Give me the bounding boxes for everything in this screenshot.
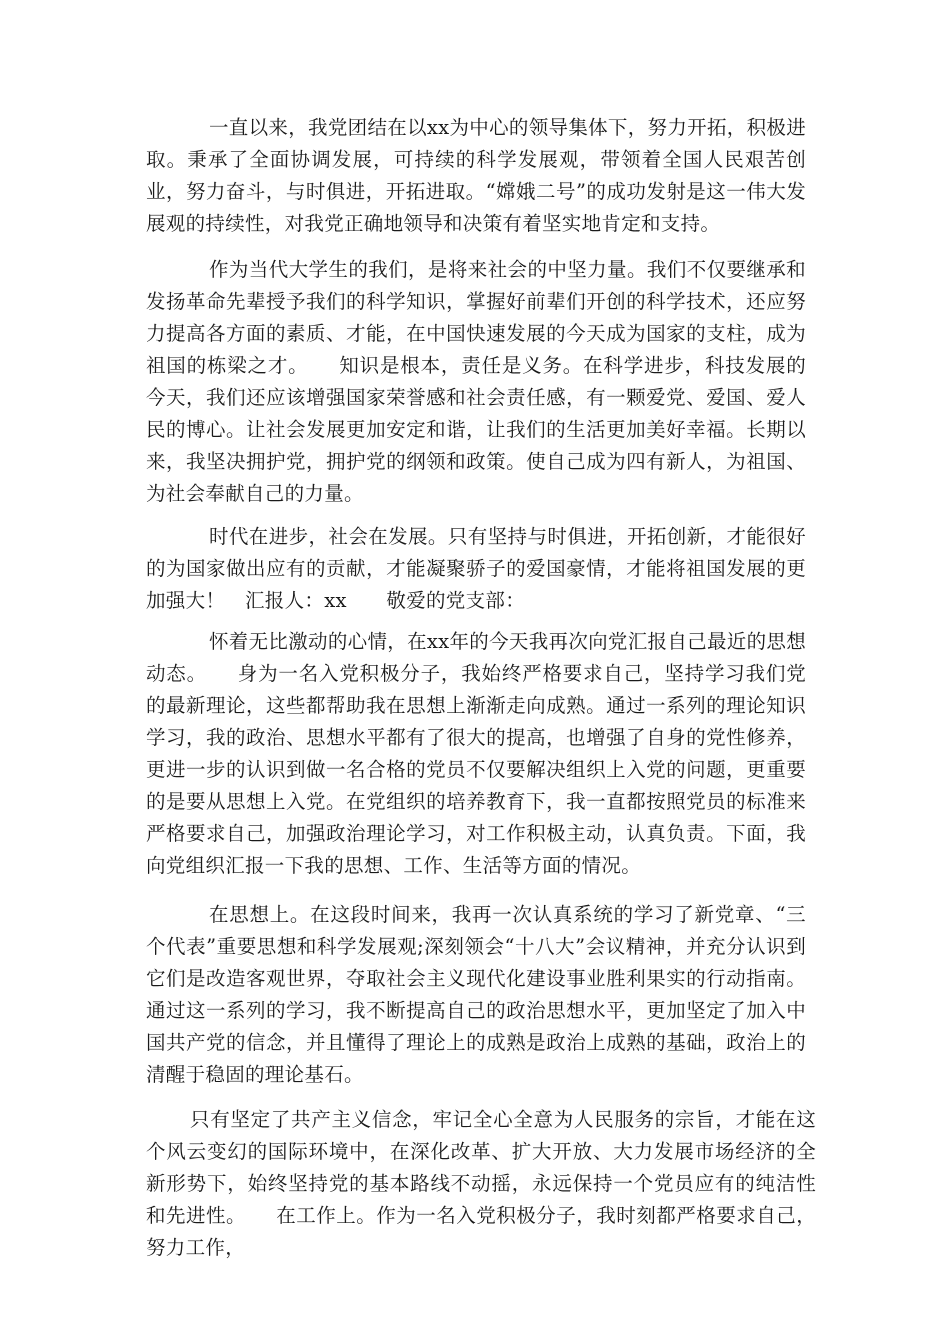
paragraph-party-leadership: 一直以来，我党团结在以xx为中心的领导集体下，努力开拓，积极进取。秉承了全面协调发展，可持续的科学发展观，带领着全国人民艰苦创业，努力奋斗，与时俱进，开拓进取。“嫦娥二号”的成功发射是这一伟大发展观的持续性，对我党正确地领导和决策有着坚实地肯定和支持。 [146,116,806,235]
paragraph-college-students: 作为当代大学生的我们，是将来社会的中坚力量。我们不仅要继承和发扬革命先辈授予我们的科学知识，掌握好前辈们开创的科学技术，还应努力提高各方面的素质、才能，在中国快速发展的今天成为国家的支柱，成为祖国的栋梁之才。 知识是根本，责任是义务。在科学进步，科技发展的今天，我们还应该增强国家荣誉感和社会责任感，有一颗爱党、爱国、爱人民的博心。让社会发展更加安定和谐，让我们的生活更加美好幸福。长期以来，我坚决拥护党，拥护党的纲领和政策。使自己成为四有新人，为祖国、为社会奉献自己的力量。 [146,258,806,505]
paragraph-times-progress: 时代在进步，社会在发展。只有坚持与时俱进，开拓创新，才能很好的为国家做出应有的贡献，才能凝聚骄子的爱国豪情，才能将祖国发展的更加强大！ 汇报人：xx 敬爱的党支部： [146,525,806,612]
paragraph-ideology: 在思想上。在这段时间来，我再一次认真系统的学习了新党章、“三个代表”重要思想和科学发展观;深刻领会“十八大”会议精神，并充分认识到它们是改造客观世界，夺取社会主义现代化建设事业胜利果实的行动指南。通过这一系列的学习，我不断提高自己的政治思想水平，更加坚定了加入中国共产党的信念，并且懂得了理论上的成熟是政治上成熟的基础，政治上的清醒于稳固的理论基石。 [146,903,806,1086]
paragraph-communist-belief: 只有坚定了共产主义信念，牢记全心全意为人民服务的宗旨，才能在这个风云变幻的国际环境中，在深化改革、扩大开放、大力发展市场经济的全新形势下，始终坚持党的基本路线不动摇，永远保持一个党员应有的纯洁性和先进性。 在工作上。作为一名入党积极分子，我时刻都严格要求自己，努力工作， [146,1108,816,1259]
paragraph-thought-report-intro: 怀着无比激动的心情，在xx年的今天我再次向党汇报自己最近的思想动态。 身为一名入党积极分子，我始终严格要求自己，坚持学习我们党的最新理论，这些都帮助我在思想上渐渐走向成熟。通过一系列的理论知识学习，我的政治、思想水平都有了很大的提高，也增强了自身的党性修养，更进一步的认识到做一名合格的党员不仅要解决组织上入党的问题，更重要的是要从思想上入党。在党组织的培养教育下，我一直都按照党员的标准来严格要求自己，加强政治理论学习，对工作积极主动，认真负责。下面，我向党组织汇报一下我的思想、工作、生活等方面的情况。 [146,630,806,877]
